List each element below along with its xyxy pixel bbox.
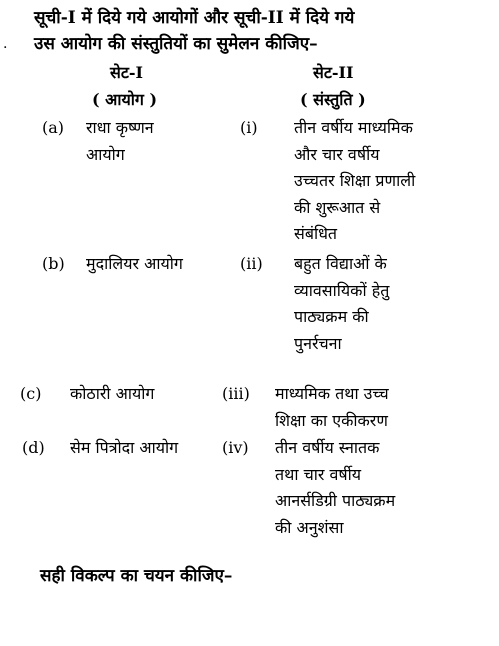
- recommendation-line: शिक्षा का एकीकरण: [275, 410, 388, 430]
- commission-line: सेम पित्रोदा आयोग: [70, 438, 179, 457]
- set1-title: सेट-I: [110, 63, 144, 82]
- commission-line: कोठारी आयोग: [70, 384, 155, 403]
- row-numeral: (iii): [222, 384, 250, 403]
- commission-line: राधा कृष्णन: [86, 118, 154, 137]
- commission-name: [86, 115, 154, 168]
- recommendation-line: माध्यमिक तथा उच्च: [275, 384, 389, 403]
- commission-line: आयोग: [86, 144, 125, 164]
- recommendation-line: पाठ्यक्रम की: [294, 307, 369, 326]
- question-line-2: उस आयोग की संस्तुतियों का सुमेलन कीजिए–: [34, 34, 318, 54]
- commission-name: [86, 251, 183, 278]
- recommendation-line: तीन वर्षीय स्नातक: [275, 438, 380, 457]
- commission-line: मुदालियर आयोग: [86, 254, 183, 273]
- recommendation-line: आनर्सडिग्री पाठ्यक्रम: [275, 491, 396, 510]
- recommendation-line: तथा चार वर्षीय: [275, 464, 362, 484]
- recommendation-line: तीन वर्षीय माध्यमिक: [294, 118, 413, 137]
- recommendation-line: संबंधित: [294, 224, 338, 243]
- set2-title: सेट-II: [313, 63, 354, 82]
- row-label: (c): [20, 384, 42, 403]
- row-label: (d): [22, 438, 45, 457]
- row-label: (a): [42, 118, 65, 137]
- recommendation-line: पुनर्रचना: [294, 333, 342, 353]
- row-numeral: (ii): [240, 254, 263, 273]
- recommendation: [275, 435, 395, 541]
- set1-subtitle: ( आयोग ): [92, 90, 158, 109]
- commission-name: [70, 435, 178, 462]
- recommendation-line: और चार वर्षीय: [294, 144, 380, 164]
- choose-option-prompt: सही विकल्प का चयन कीजिए–: [40, 566, 233, 586]
- recommendation: [275, 381, 389, 434]
- recommendation: [294, 251, 389, 357]
- set2-subtitle: ( संस्तुति ): [300, 90, 366, 109]
- row-label: (b): [42, 254, 65, 273]
- recommendation-line: की शुरूआत से: [294, 197, 381, 217]
- row-numeral: (iv): [222, 438, 249, 457]
- recommendation-line: उच्चतर शिक्षा प्रणाली: [294, 171, 416, 190]
- recommendation-line: बहुत विद्याओं के: [294, 254, 387, 273]
- question-line-1: सूची-I में दिये गये आयोगों और सूची-II में दिये गये: [34, 8, 355, 28]
- recommendation: [294, 115, 415, 248]
- commission-name: [70, 381, 154, 408]
- margin-mark: .: [3, 36, 8, 52]
- row-numeral: (i): [240, 118, 258, 137]
- recommendation-line: की अनुशंसा: [275, 517, 344, 537]
- recommendation-line: व्यावसायिकों हेतु: [294, 280, 390, 300]
